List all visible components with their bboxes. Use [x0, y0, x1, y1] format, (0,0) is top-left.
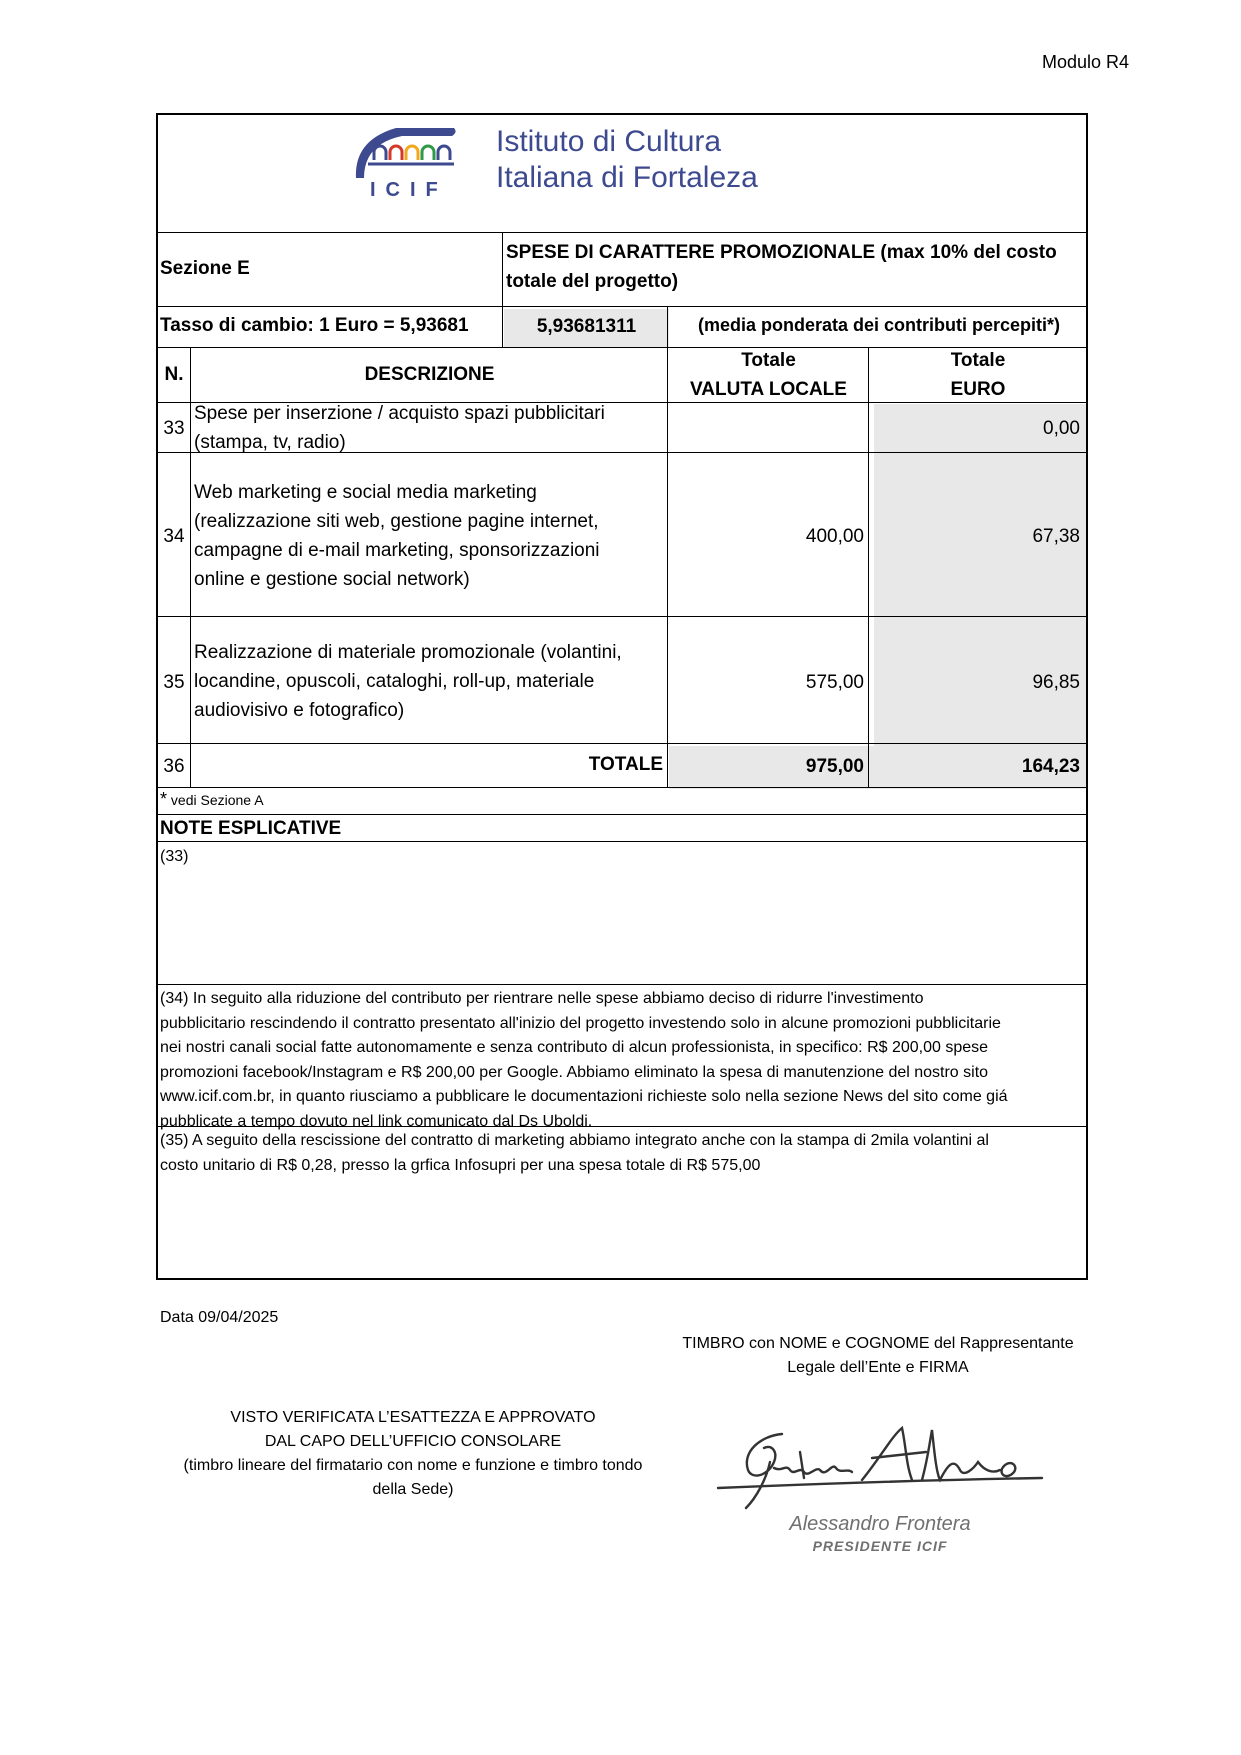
col-header-euro-line1: Totale [950, 350, 1006, 371]
note-33: (33) [160, 848, 189, 865]
consular-approval [158, 1406, 668, 1502]
rule [190, 347, 191, 788]
row-35-number: 35 [163, 672, 185, 693]
logo-acronym: ICIF [370, 179, 448, 200]
notes-title: NOTE ESPLICATIVE [160, 818, 342, 839]
stamp-caption-line2: Legale dell’Ente e FIRMA [787, 1359, 969, 1376]
col-header-euro-line2: EURO [950, 379, 1006, 400]
note-34 [160, 987, 1086, 1134]
consular-approval-line4: della Sede) [372, 1481, 454, 1498]
signer-role: PRESIDENTE ICIF [812, 1538, 948, 1554]
note-35-line: (35) A seguito della rescissione del contratto di marketing abbiamo integrato anche con la stampa di 2mila volantini al [160, 1132, 989, 1149]
rule [156, 743, 1088, 744]
note-34-line: pubblicitario rescindendo il contratto presentato all'inizio del progetto investendo solo in alcune promozioni pubblicitarie [160, 1014, 1001, 1032]
footnote-star: * [160, 789, 168, 809]
signature-icon [712, 1418, 1048, 1514]
rule [156, 232, 1088, 233]
note-35 [160, 1129, 1086, 1178]
row-33-number: 33 [163, 418, 185, 439]
institute-name-line1: Istituto di Cultura [496, 125, 722, 158]
col-header-description: DESCRIZIONE [364, 364, 495, 385]
document-date: Data 09/04/2025 [160, 1309, 279, 1326]
footnote [160, 789, 264, 810]
total-local: 975,00 [805, 756, 864, 777]
institute-name [496, 124, 758, 196]
rule [868, 347, 869, 788]
row-35-euro: 96,85 [1032, 672, 1080, 693]
section-title-line1: SPESE DI CARATTERE PROMOZIONALE (max 10% del costo [506, 242, 1057, 263]
description-line: Spese per inserzione / acquisto spazi pubblicitari [194, 403, 605, 424]
consular-approval-line2: DAL CAPO DELL’UFFICIO CONSOLARE [264, 1433, 562, 1450]
description-line: Realizzazione di materiale promozionale (volantini, [194, 642, 622, 663]
description-line: audiovisivo e fotografico) [194, 700, 405, 721]
description-line: (stampa, tv, radio) [194, 432, 346, 453]
row-34-number: 34 [163, 526, 185, 547]
exchange-rate-value: 5,93681311 [536, 316, 637, 337]
note-34-line: nei nostri canali social fatte autonomamente e senza contributo di alcun professionista, in specifico: R$ 200,00 spese [160, 1039, 989, 1056]
row-34-euro: 67,38 [1032, 526, 1080, 547]
col-header-local-line1: Totale [741, 350, 796, 371]
note-34-line: promozioni facebook/Instagram e R$ 200,00 per Google. Abbiamo eliminato la spesa di manutenzione del nostro sito [160, 1063, 989, 1081]
total-row-number: 36 [163, 756, 185, 777]
footnote-text: vedi Sezione A [170, 792, 264, 808]
col-header-local-line2: VALUTA LOCALE [690, 379, 847, 400]
description-line: campagne di e-mail marketing, sponsorizzazioni [194, 540, 600, 561]
consular-approval-line1: VISTO VERIFICATA L’ESATTEZZA E APPROVATO [230, 1409, 596, 1426]
row-34-local: 400,00 [805, 526, 864, 547]
signer-name: Alessandro Frontera [789, 1513, 971, 1535]
note-34-line: (34) In seguito alla riduzione del contributo per rientrare nelle spese abbiamo deciso di ridurre l'investimento [160, 990, 924, 1007]
rule [156, 787, 1088, 788]
description-line: online e gestione social network) [194, 569, 470, 590]
note-35-line: costo unitario di R$ 0,28, presso la grfica Infosupri per una spesa totale di R$ 575,00 [160, 1156, 761, 1174]
col-header-local [669, 346, 868, 404]
col-header-n: N. [164, 364, 184, 385]
total-euro: 164,23 [1021, 756, 1080, 777]
total-label: TOTALE [588, 754, 663, 775]
col-header-euro [870, 346, 1086, 404]
section-title-line2: totale del progetto) [506, 271, 679, 292]
rule [502, 306, 503, 348]
rule [156, 984, 1088, 985]
exchange-rate-note: (media ponderata dei contributi percepiti*) [697, 315, 1061, 335]
consular-approval-line3: (timbro lineare del firmatario con nome e funzione e timbro tondo [183, 1457, 643, 1474]
rule [667, 347, 668, 788]
note-34-line: pubblicate a tempo dovuto nel link comunicato dal Ds Uboldi. [160, 1112, 593, 1130]
note-34-line: www.icif.com.br, in quanto riusciamo a pubblicare le documentazioni richieste solo nella sezione News del sito come giá [160, 1088, 1008, 1105]
row-33-description [194, 399, 605, 457]
section-label: Sezione E [160, 258, 250, 279]
stamp-caption-line1: TIMBRO con NOME e COGNOME del Rappresentante [682, 1335, 1074, 1352]
rule [156, 616, 1088, 617]
rule [156, 306, 1088, 307]
section-title [506, 238, 1057, 296]
row-35-local: 575,00 [805, 672, 864, 693]
description-line: locandine, opuscoli, cataloghi, roll-up, materiale [194, 671, 595, 692]
handwritten-signature [712, 1418, 1048, 1514]
row-35-description [194, 638, 622, 725]
exchange-rate-label: Tasso di cambio: 1 Euro = 5,93681 [160, 315, 469, 336]
row-33-euro: 0,00 [1043, 418, 1080, 439]
module-label: Modulo R4 [1041, 52, 1129, 72]
institute-name-line2: Italiana di Fortaleza [496, 161, 758, 194]
description-line: (realizzazione siti web, gestione pagine internet, [194, 511, 599, 532]
description-line: Web marketing e social media marketing [194, 482, 537, 503]
rule [502, 232, 503, 307]
stamp-caption [662, 1332, 1094, 1380]
row-34-description [194, 478, 600, 594]
